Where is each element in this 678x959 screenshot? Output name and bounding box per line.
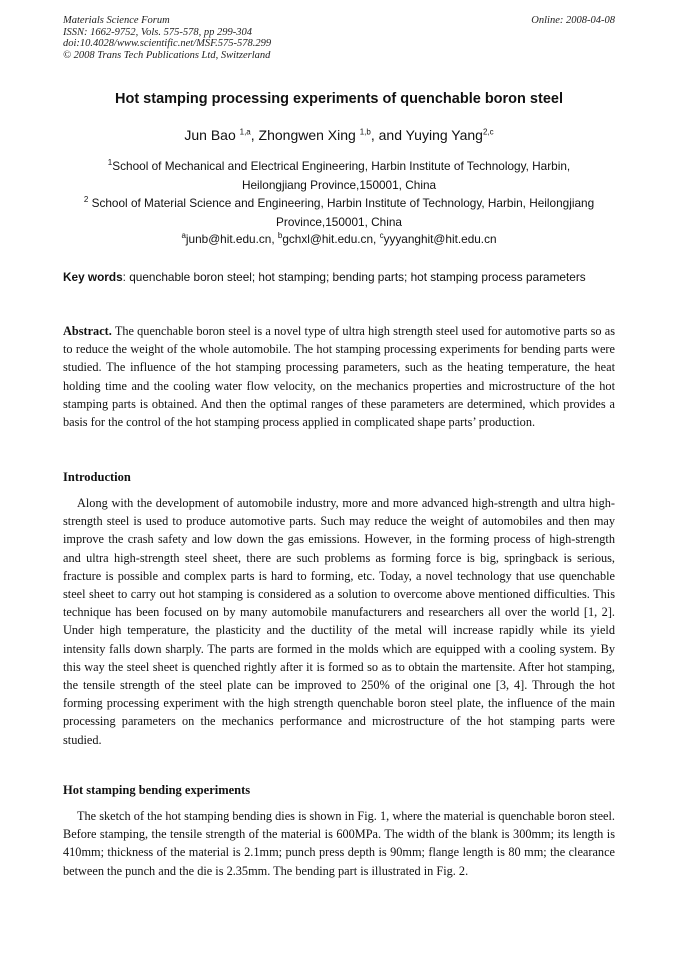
affiliation-text: School of Mechanical and Electrical Engineering, Harbin Institute of Technology, Harbin, — [112, 159, 571, 173]
author-list — [40, 127, 638, 143]
affiliation-text: School of Material Science and Engineering, Harbin Institute of Technology, Harbin, Heilongjiang — [88, 196, 595, 210]
affiliation-1 — [63, 157, 615, 195]
abstract-text: The quenchable boron steel is a novel type of ultra high strength steel used for automotive parts so as to reduce the weight of the whole automobile. The hot stamping processing experiments for bending parts were studied. The influence of the hot stamping processing parameters, such as the heating temperature, the heat holding time and the cooling water flow velocity, on the mechanics properties and microstructure of the hot stamping parts is obtained. And then the optimal ranges of these parameters are determined, which provides a basis for the control of the hot stamping process applied in complicated shape parts’ production. — [63, 324, 615, 430]
affiliation-line — [63, 194, 615, 213]
affiliation-2 — [63, 194, 615, 232]
bending-paragraph: The sketch of the hot stamping bending dies is shown in Fig. 1, where the material is quenchable boron steel. Before stamping, the tensile strength of the material is 600MPa. The width of the blank is 300mm; its length is 410mm; thickness of the material is 2.1mm; punch press depth is 90mm; flange length is 80 mm; the clearance between the punch and the die is 2.35mm. The bending part is illustrated in Fig. 2. — [63, 809, 615, 878]
email-superscript: c — [379, 231, 384, 241]
author-emails — [63, 230, 615, 249]
issn-line: ISSN: 1662-9752, Vols. 575-578, pp 299-304 — [63, 26, 252, 38]
introduction-paragraph: Along with the development of automobile industry, more and more advanced high-strength and ultra high-strength steel is used to produce automotive parts. Such may reduce the weight of automobiles and then may improve the crash safety and low down the gas emissions. However, in the forming process of high-strength and ultra high-strength steel sheet, there are such problems as forming force is big, springback is serious, fracture is possible and complex parts is hard to forming, etc. Today, a novel technology that use quenchable steel sheet to carry out hot stamping is considered as a solution to overcome above mentioned difficulties. This technique has been focused on by many automobile manufacturers and researchers all over the world [1, 2]. Under high temperature, the plasticity and the ductility of the metal will increase rapidly while its yield intensity falls down sharply. The parts are formed in the molds which are equipped with a cooling system. By this way the steel sheet is quenched rightly after it is formed so as to obtain the martensite. After hot stamping, the tensile strength of the steel plate can be improved to 250% of the original one [3, 4]. Through the hot forming processing experiment with the high strength quenchable boron steel plate, the influence of the main processing parameters on the mechanics performance and microstructure of the hot stamping parts were studied. — [63, 496, 615, 747]
affiliation-line: Heilongjiang Province,150001, China — [241, 178, 437, 192]
doi-line: doi:10.4028/www.scientific.net/MSF.575-578.299 — [63, 38, 272, 49]
email-superscript: a — [181, 231, 186, 241]
affiliation-superscript: 1 — [107, 158, 113, 168]
paper-title: Hot stamping processing experiments of quenchable boron steel — [115, 91, 563, 107]
keywords — [63, 268, 615, 286]
copyright-line: © 2008 Trans Tech Publications Ltd, Switzerland — [63, 49, 271, 61]
author-superscript: 1,a — [239, 127, 251, 137]
journal-header — [63, 15, 615, 61]
email-address: yyyanghit@hit.edu.cn — [383, 232, 497, 246]
abstract-label: Abstract. — [63, 324, 112, 338]
section-heading-bending: Hot stamping bending experiments — [63, 783, 251, 797]
email-address: gchxl@hit.edu.cn, — [282, 232, 380, 246]
author-name: , Zhongwen Xing — [250, 127, 360, 143]
keywords-label: Key words — [63, 270, 123, 284]
keywords-text: : quenchable boron steel; hot stamping; bending parts; hot stamping process parameters — [122, 270, 586, 284]
affiliation-line: Province,150001, China — [276, 215, 402, 229]
online-date: Online: 2008-04-08 — [531, 15, 615, 26]
author-name: Jun Bao — [184, 127, 240, 143]
affiliation-line — [63, 157, 615, 176]
email-address: junb@hit.edu.cn, — [185, 232, 278, 246]
author-superscript: 1,b — [359, 127, 371, 137]
author-name: , and Yuying Yang — [370, 127, 483, 143]
abstract — [63, 322, 615, 431]
journal-name: Materials Science Forum — [63, 15, 170, 26]
section-heading-introduction: Introduction — [63, 470, 131, 484]
email-superscript: b — [277, 231, 283, 241]
affiliation-superscript: 2 — [83, 195, 89, 205]
author-superscript: 2,c — [482, 127, 494, 137]
